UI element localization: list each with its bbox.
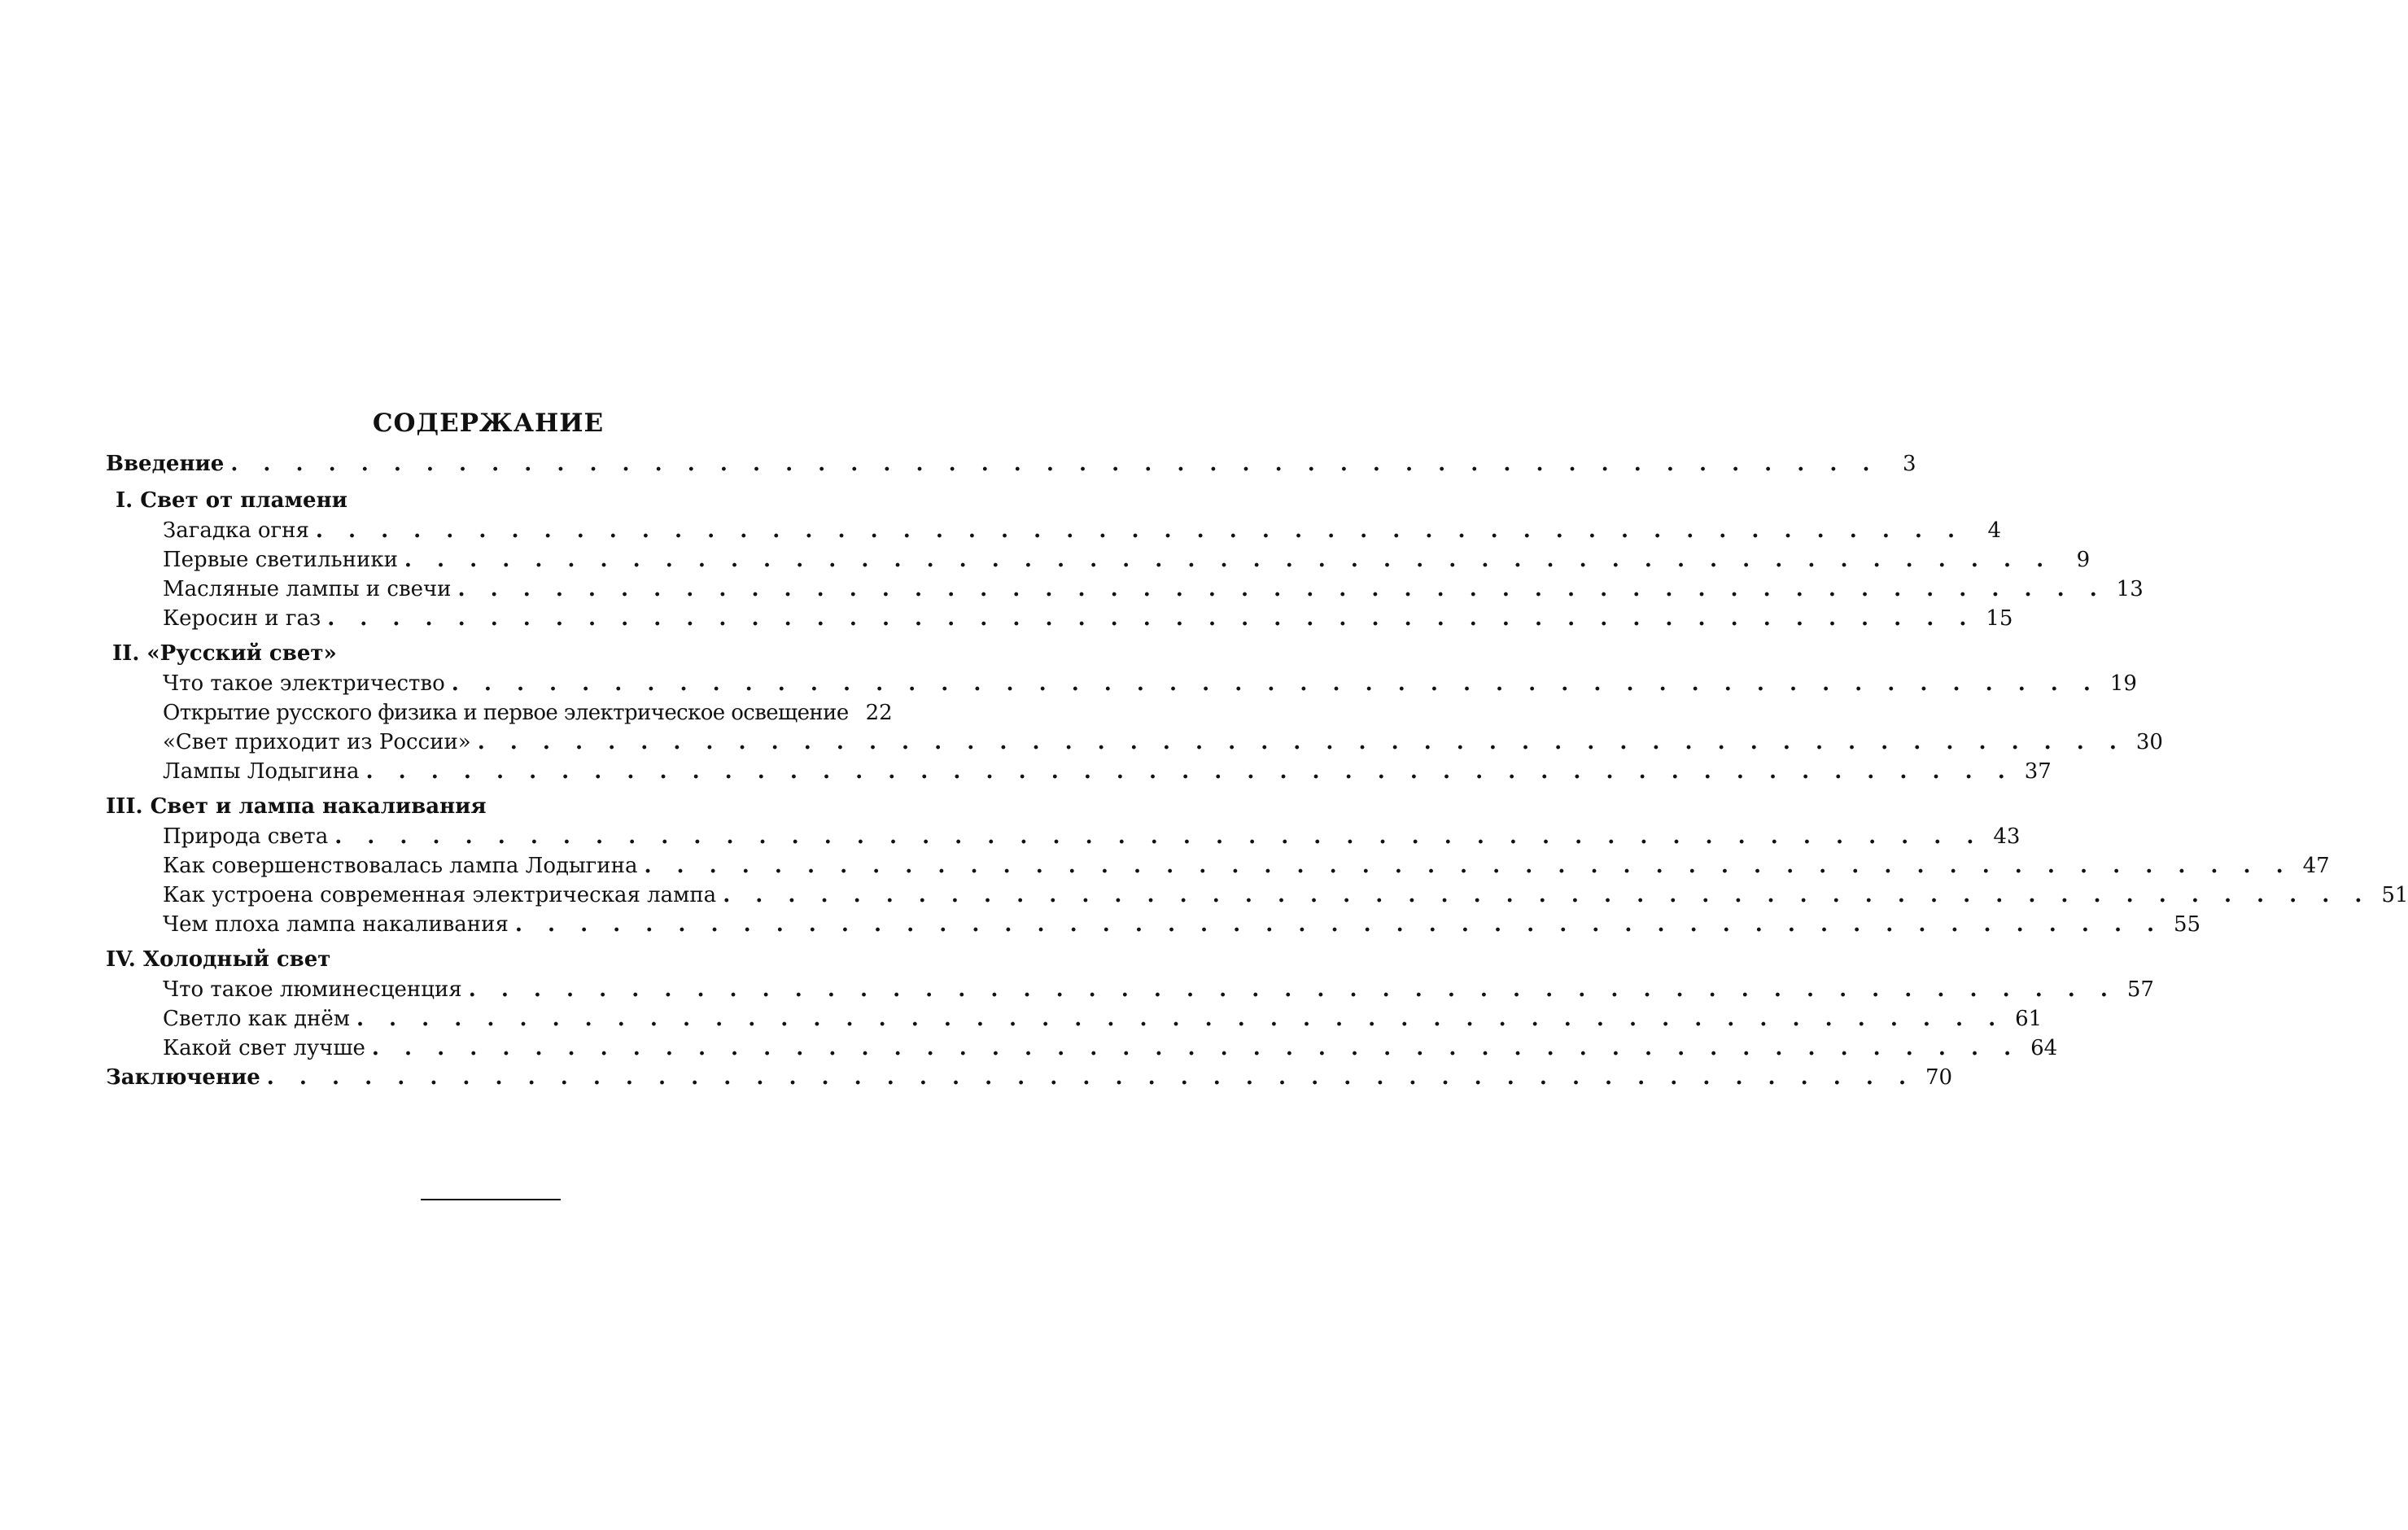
leader-dots: . . . . . . . . . . . . . . . . . . . . . . . . . . . . . . . . . . . . . . . . . . . . . . . . . . . xyxy=(457,577,2106,601)
toc-entry-conclusion[interactable] xyxy=(106,1063,1953,1092)
leader-dots: . . . . . . . . . . . . . . . . . . . . . . . . . . . . . . . . . . . . . . . . . . . . . . . . . . . xyxy=(230,452,1879,476)
toc-entry-page: 47 xyxy=(2302,854,2330,878)
toc-entry[interactable] xyxy=(106,698,893,728)
toc-entry-label: Какой свет лучше xyxy=(163,1036,365,1060)
toc-entry-page: 51 xyxy=(2381,883,2408,907)
toc-entry-label: Введение xyxy=(106,452,225,476)
toc-entry-label: «Свет приходит из России» xyxy=(163,730,471,754)
toc-entry[interactable] xyxy=(106,604,2013,633)
toc-entry[interactable] xyxy=(106,851,2330,881)
toc-entry-page: 9 xyxy=(2076,548,2091,572)
toc-entry[interactable] xyxy=(106,757,2052,786)
toc-entry-label: Чем плоха лампа накаливания xyxy=(163,912,509,937)
leader-dots: . . . . . . . . . . . . . . . . . . . . . . . . . . . . . . . . . . . . . . . . . . . . . . . . . . . xyxy=(334,824,1983,849)
contents-heading: СОДЕРЖАНИЕ xyxy=(372,409,605,438)
toc-entry[interactable] xyxy=(106,728,2163,757)
toc-entry-page: 55 xyxy=(2174,912,2201,937)
toc-entry-label: Светло как днём xyxy=(163,1007,350,1031)
toc-entry-introduction[interactable] xyxy=(106,449,1916,479)
toc-entry[interactable] xyxy=(106,516,2002,545)
toc-section-4-title[interactable]: IV. Холодный свет xyxy=(106,947,331,972)
toc-entry-page: 15 xyxy=(1986,606,2013,631)
leader-dots: . . . . . . . . . . . . . . . . . . . . . . . . . . . . . . . . . . . . . . . . . . . . . . . . . . . xyxy=(477,730,2126,754)
toc-entry[interactable] xyxy=(106,575,2144,604)
toc-entry[interactable] xyxy=(106,910,2201,939)
leader-dots: . . . . . . . . . . . . . . . . . . . . . . . . . . . . . . . . . . . . . . . . . . . . . . . . . . . xyxy=(514,912,2164,937)
toc-entry[interactable] xyxy=(106,881,2408,910)
toc-entry-label: Как совершенствовалась лампа Лодыгина xyxy=(163,854,638,878)
toc-entry-page: 37 xyxy=(2024,759,2052,784)
toc-entry-page: 4 xyxy=(1987,518,2002,543)
toc-entry-page: 3 xyxy=(1903,452,1916,476)
toc-entry[interactable] xyxy=(106,1034,2058,1063)
toc-entry-label: Первые светильники xyxy=(163,548,398,572)
leader-dots: . . . . . . . . . . . . . . . . . . . . . . . . . . . . . . . . . . . . . . . . . . . . . . . . . . . xyxy=(371,1036,2021,1060)
leader-dots: . . . . . . . . . . . . . . . . . . . . . . . . . . . . . . . . . . . . . . . . . . . . . . . . . . . xyxy=(451,671,2100,696)
toc-entry-page: 70 xyxy=(1925,1065,1953,1090)
toc-entry-label: Как устроена современная электрическая лампа xyxy=(163,883,717,907)
toc-entry-page: 22 xyxy=(865,701,893,725)
toc-entry-label: Масляные лампы и свечи xyxy=(163,577,452,601)
table-of-contents xyxy=(106,449,2408,1092)
leader-dots: . . . . . . . . . . . . . . . . . . . . . . . . . . . . . . . . . . . . . . . . . . . . . . . . . . . xyxy=(266,1065,1916,1090)
leader-dots: . . . . . . . . . . . . . . . . . . . . . . . . . . . . . . . . . . . . . . . . . . . . . . . . . . . xyxy=(356,1007,2005,1031)
leader-dots: . . . . . . . . . . . . . . . . . . . . . . . . . . . . . . . . . . . . . . . . . . . . . . . . . . . xyxy=(315,518,1964,543)
leader-dots: . . . . . . . . . . . . . . . . . . . . . . . . . . . . . . . . . . . . . . . . . . . . . . . . . . . xyxy=(723,883,2371,907)
toc-entry-label: Что такое электричество xyxy=(163,671,445,696)
leader-dots: . . . . . . . . . . . . . . . . . . . . . . . . . . . . . . . . . . . . . . . . . . . . . . . . . . . xyxy=(404,548,2053,572)
toc-entry[interactable] xyxy=(106,669,2137,698)
toc-entry-page: 19 xyxy=(2109,671,2137,696)
toc-entry-label: Открытие русского физика и первое электрическое освещение xyxy=(163,701,849,725)
toc-entry-label: Лампы Лодыгина xyxy=(163,759,360,784)
toc-section-3-title[interactable]: III. Свет и лампа накаливания xyxy=(106,794,487,819)
toc-entry-label: Природа света xyxy=(163,824,329,849)
toc-entry[interactable] xyxy=(106,822,2021,851)
toc-entry-label: Керосин и газ xyxy=(163,606,321,631)
toc-entry-page: 64 xyxy=(2030,1036,2058,1060)
toc-entry[interactable] xyxy=(106,975,2154,1004)
leader-dots: . . . . . . . . . . . . . . . . . . . . . . . . . . . . . . . . . . . . . . . . . . . . . . . . . . . xyxy=(365,759,2014,784)
toc-entry-page: 43 xyxy=(1993,824,2021,849)
leader-dots: . . . . . . . . . . . . . . . . . . . . . . . . . . . . . . . . . . . . . . . . . . . . . . . . . . . xyxy=(644,854,2292,878)
toc-entry[interactable] xyxy=(106,1004,2043,1034)
closing-rule-divider xyxy=(421,1199,561,1200)
leader-dots: . . . . . . . . . . . . . . . . . . . . . . . . . . . . . . . . . . . . . . . . . . . . . . . . . . . xyxy=(468,977,2117,1002)
toc-entry-label: Заключение xyxy=(106,1065,260,1090)
toc-entry-page: 30 xyxy=(2135,730,2163,754)
toc-section-1-title[interactable]: I. Свет от пламени xyxy=(116,488,347,513)
toc-entry-label: Загадка огня xyxy=(163,518,309,543)
toc-entry-page: 61 xyxy=(2015,1007,2043,1031)
toc-entry-page: 57 xyxy=(2126,977,2154,1002)
toc-entry[interactable] xyxy=(106,545,2091,575)
toc-entry-page: 13 xyxy=(2116,577,2144,601)
leader-dots: . . . . . . . . . . . . . . . . . . . . . . . . . . . . . . . . . . . . . . . . . . . . . . . . . . . xyxy=(327,606,1976,631)
toc-entry-label: Что такое люминесценция xyxy=(163,977,462,1002)
toc-section-2-title[interactable]: II. «Русский свет» xyxy=(112,641,337,666)
